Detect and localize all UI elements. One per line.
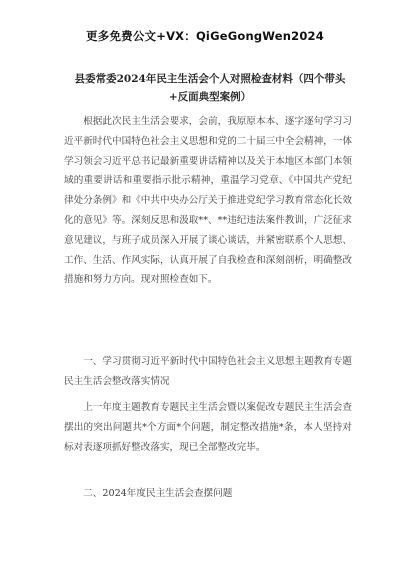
document-title: 县委常委2024年民主生活会个人对照检查材料（四个带头+反面典型案例）: [74, 73, 346, 103]
watermark-header: 更多免费公文+VX：QiGeGongWen2024: [86, 29, 324, 43]
section-1-body: 上一年度主题教育专题民主生活会暨以案促改专题民主生活会查摆出的突出问题共*个方面*个问题，制定整改措施*条，本人坚持对标对表逐项抓好整改落实，现已全部整改完毕。: [64, 402, 352, 453]
section-1-heading: 一、学习贯彻习近平新时代中国特色社会主义思想主题教育专题民主生活会整改落实情况: [64, 356, 352, 387]
section-2-heading: 二、2024年度民主生活会查摆问题: [83, 488, 233, 499]
intro-paragraph: 根据此次民主生活会要求，会前，我原原本本、逐字逐句学习习近平新时代中国特色社会主义思想和党的二十届三中全会精神，一体学习领会习近平总书记最新重要讲话精神以及关于本地区本部门本领域的重要讲话和重要指示批示精神，重温学习党章、《中国共产党纪律处分条例》和《中共中央办公厅关于推进党纪学习教育常态化长效化的意见》等。深刻反思和汲取**、**违纪违法案件教训，广泛征求意见建议，与班子成员深入开展了谈心谈话，并紧密联系个人思想、工作、生活、作风实际，认真开展了自我检查和深刻剖析，明确整改措施和努力方向。现对照检查如下。: [64, 116, 352, 286]
